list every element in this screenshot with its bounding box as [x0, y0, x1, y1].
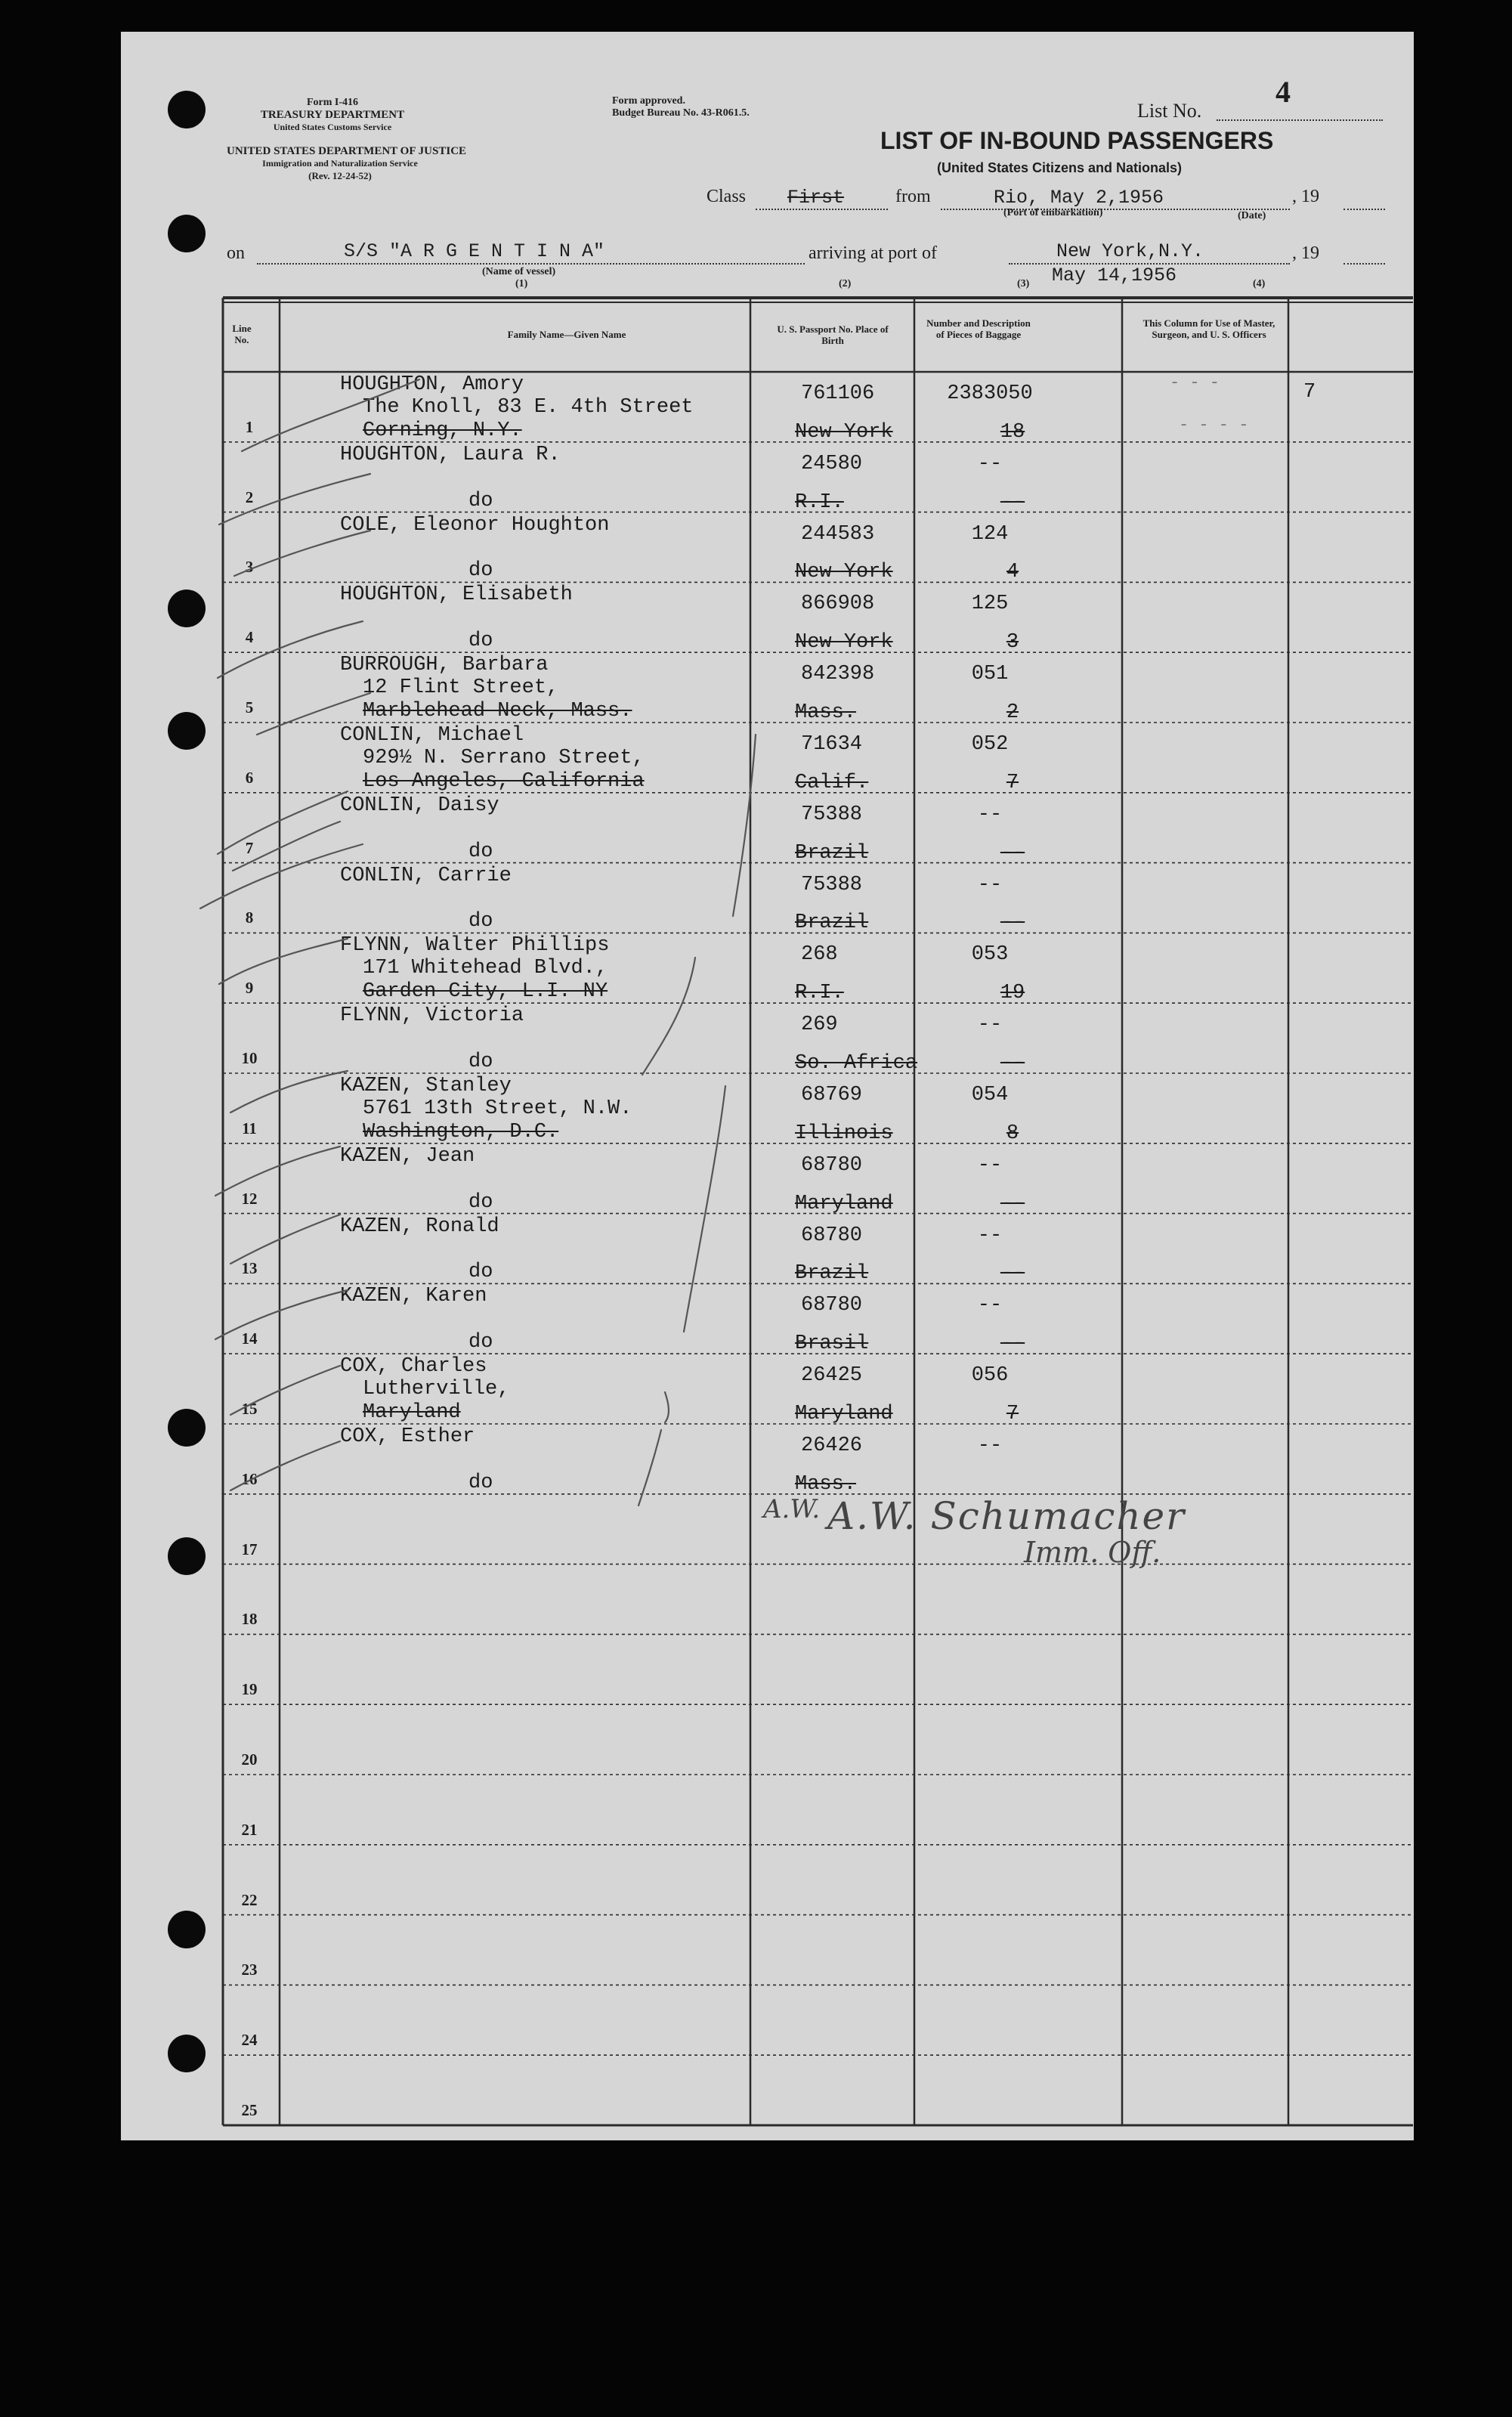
pencil-bracket [665, 1392, 669, 1422]
approval-note: Form approved. [612, 95, 685, 107]
list-no-value: 4 [1275, 75, 1291, 109]
passport-number: 75388 [801, 803, 863, 826]
passenger-name: KAZEN, Ronald [340, 1215, 499, 1238]
form-number: Form I-416 [306, 97, 359, 108]
page-subtitle: (United States Citizens and Nationals) [937, 160, 1183, 175]
passenger-address: 5761 13th Street, N.W. [363, 1097, 632, 1120]
revision: (Rev. 12-24-52) [308, 170, 372, 181]
place-of-birth: New York [795, 561, 893, 584]
signature-name: A.W. Schumacher [827, 1494, 1186, 1538]
baggage-count: 4 [1006, 561, 1019, 584]
passport-number: 761106 [801, 382, 875, 405]
place-of-birth: Maryland [795, 1192, 893, 1215]
date-caption: (Date) [1238, 210, 1266, 221]
baggage-count: 7 [1006, 1403, 1019, 1425]
place-of-birth: Mass. [795, 701, 857, 724]
col-name: Family Name—Given Name [507, 329, 626, 340]
baggage-description: -- [977, 803, 1003, 826]
row-number: 12 [241, 1189, 258, 1208]
baggage-description: 056 [971, 1364, 1009, 1388]
baggage-count: 2 [1006, 701, 1019, 724]
baggage-description: -- [977, 1153, 1003, 1177]
passenger-name: BURROUGH, Barbara [340, 654, 549, 677]
col-baggage: Number and Description of Pieces of Baggage [926, 317, 1031, 340]
passenger-name: KAZEN, Karen [340, 1285, 487, 1308]
row-number: 4 [245, 628, 254, 647]
row-number: 3 [245, 558, 254, 577]
place-of-birth: R.I. [795, 982, 844, 1005]
place-of-birth: R.I. [795, 491, 844, 514]
baggage-count: 19 [1000, 982, 1025, 1005]
check-mark [215, 1290, 348, 1339]
baggage-count: -- [1000, 1262, 1025, 1286]
handwriting-marks [121, 32, 1414, 2140]
check-mark [219, 939, 348, 984]
baggage-description: -- [977, 1434, 1003, 1457]
baggage-count: -- [1000, 841, 1025, 865]
check-mark [218, 791, 348, 854]
from-value: Rio, May 2,1956 [994, 187, 1164, 209]
on-label: on [227, 243, 245, 263]
baggage-count: 8 [1006, 1122, 1019, 1145]
check-mark [200, 844, 363, 908]
place-of-birth: Mass. [795, 1472, 857, 1496]
arrival-date: May 14,1956 [1052, 265, 1177, 286]
pencil-bracket [733, 735, 756, 916]
row-number: 18 [241, 1610, 258, 1629]
row-number: 10 [241, 1049, 258, 1067]
check-mark [230, 1366, 340, 1415]
row-number: 13 [241, 1259, 258, 1278]
baggage-count: -- [1000, 1332, 1025, 1356]
caption-4: (4) [1253, 278, 1266, 289]
passenger-name: HOUGHTON, Laura R. [340, 443, 561, 466]
passport-number: 842398 [801, 663, 875, 686]
passport-number: 68780 [801, 1224, 863, 1247]
baggage-description: -- [977, 452, 1003, 475]
passenger-name: HOUGHTON, Elisabeth [340, 583, 573, 607]
customs-service: United States Customs Service [273, 122, 392, 132]
row-number: 15 [241, 1400, 258, 1418]
baggage-description: -- [977, 1224, 1003, 1247]
col-passport: U. S. Passport No. Place of Birth [777, 323, 889, 346]
row-number: 19 [241, 1680, 258, 1699]
passenger-name: FLYNN, Walter Phillips [340, 934, 610, 958]
baggage-description: 052 [971, 733, 1009, 756]
ditto-mark: do [468, 630, 493, 653]
place-of-birth: Brazil [795, 911, 869, 935]
baggage-count: 7 [1006, 771, 1019, 794]
passport-number: 71634 [801, 733, 863, 756]
class-label: Class [707, 187, 747, 206]
passenger-city: Maryland [363, 1401, 461, 1424]
ditto-mark: do [468, 559, 493, 583]
baggage-description: -- [977, 873, 1003, 896]
row-number: 14 [241, 1329, 258, 1348]
year-label-2: , 19 [1292, 243, 1319, 263]
ditto-mark: do [468, 1051, 493, 1073]
caption-3: (3) [1017, 278, 1030, 289]
passenger-name: CONLIN, Daisy [340, 794, 499, 817]
passenger-name: COLE, Eleonor Houghton [340, 513, 610, 537]
passport-number: 26425 [801, 1364, 863, 1388]
row-number: 1 [245, 417, 254, 436]
justice-dept: UNITED STATES DEPARTMENT OF JUSTICE [227, 145, 467, 157]
row-number: 23 [241, 1961, 258, 1979]
passport-number: 26426 [801, 1434, 863, 1457]
passport-number: 68780 [801, 1294, 863, 1317]
check-mark [233, 822, 340, 871]
passport-number: 24580 [801, 452, 863, 475]
ditto-mark: do [468, 910, 493, 933]
check-mark [219, 474, 370, 525]
passenger-city: Marblehead Neck, Mass. [363, 700, 632, 723]
ditto-mark: do [468, 1471, 493, 1494]
col-line-no: Line No. [232, 323, 252, 345]
ditto-mark: do [468, 1331, 493, 1354]
col-officers: This Column for Use of Master, Surgeon, and U. S. Officers [1143, 317, 1275, 340]
baggage-description: 053 [971, 943, 1009, 967]
passenger-name: CONLIN, Michael [340, 724, 524, 747]
arrival-port: New York,N.Y. [1056, 240, 1204, 262]
place-of-birth: Calif. [795, 771, 869, 794]
row-number: 17 [241, 1540, 258, 1558]
passenger-address: The Knoll, 83 E. 4th Street [363, 396, 694, 419]
vessel-caption: (Name of vessel) [482, 266, 556, 277]
place-of-birth: New York [795, 631, 893, 655]
passenger-name: COX, Esther [340, 1425, 475, 1448]
baggage-description: 124 [971, 522, 1009, 546]
row-number: 8 [245, 908, 254, 927]
bureau-no: Budget Bureau No. 43-R061.5. [612, 107, 750, 119]
passport-number: 269 [801, 1014, 838, 1037]
row-number: 5 [245, 698, 254, 716]
row-number: 24 [241, 2031, 258, 2050]
baggage-description: -- [977, 1014, 1003, 1037]
check-mark [242, 379, 419, 451]
row-number: 6 [245, 768, 254, 787]
place-of-birth: Brasil [795, 1332, 869, 1356]
baggage-count: 3 [1006, 631, 1019, 655]
page-title: LIST OF IN-BOUND PASSENGERS [880, 127, 1274, 154]
from-label: from [895, 187, 931, 206]
passenger-address: 12 Flint Street, [363, 676, 559, 700]
row-number: 25 [241, 2101, 258, 2119]
passenger-city: Corning, N.Y. [363, 419, 522, 442]
passenger-name: HOUGHTON, Amory [340, 373, 524, 396]
passenger-name: KAZEN, Jean [340, 1144, 475, 1168]
place-of-birth: Brazil [795, 841, 869, 865]
row-number: 9 [245, 979, 254, 998]
passenger-city: Los Angeles, California [363, 769, 645, 793]
check-mark [230, 1071, 348, 1113]
pencil-bracket [642, 958, 695, 1075]
officer-scribble: - - - - [1179, 416, 1249, 435]
baggage-description: 054 [971, 1084, 1009, 1106]
caption-1: (1) [515, 278, 528, 289]
class-value: First [787, 187, 845, 209]
row-number: 11 [242, 1119, 257, 1137]
baggage-description: 2383050 [947, 382, 1033, 405]
place-of-birth: Illinois [795, 1122, 893, 1145]
ditto-mark: do [468, 840, 493, 863]
row-number: 7 [245, 838, 254, 857]
year-label-1: , 19 [1292, 187, 1319, 206]
row-number: 16 [241, 1469, 258, 1488]
row-number: 22 [241, 1890, 258, 1909]
passenger-name: FLYNN, Victoria [340, 1004, 524, 1028]
officer-scribble: - - - [1170, 373, 1220, 392]
baggage-description: 051 [971, 663, 1009, 686]
check-mark [234, 531, 370, 576]
row-number: 2 [245, 487, 254, 506]
passport-number: 68769 [801, 1084, 863, 1106]
check-mark [218, 621, 363, 678]
signature-title: Imm. Off. [1024, 1536, 1161, 1569]
baggage-count: -- [1000, 911, 1025, 935]
check-mark [230, 1441, 340, 1490]
passport-number: 866908 [801, 593, 875, 616]
signature-prefix: A.W. [763, 1494, 821, 1524]
passport-number: 68780 [801, 1153, 863, 1177]
baggage-count: 18 [1000, 420, 1025, 444]
ins-service: Immigration and Naturalization Service [262, 158, 418, 169]
passenger-address: 929½ N. Serrano Street, [363, 747, 645, 769]
check-mark [230, 1215, 340, 1264]
passport-number: 244583 [801, 522, 875, 546]
passenger-city: Washington, D.C. [363, 1120, 559, 1144]
caption-2: (2) [839, 278, 852, 289]
officer-mark: 7 [1303, 381, 1316, 404]
pencil-bracket [639, 1430, 661, 1506]
passenger-name: COX, Charles [340, 1355, 487, 1379]
ditto-mark: do [468, 489, 493, 512]
passport-number: 268 [801, 943, 838, 967]
vessel-name: S/S "A R G E N T I N A" [344, 240, 605, 262]
baggage-count: -- [1000, 491, 1025, 514]
list-no-label: List No. [1137, 100, 1202, 122]
place-of-birth: So. Africa [795, 1052, 918, 1075]
ditto-mark: do [468, 1261, 493, 1284]
arriving-label: arriving at port of [809, 243, 937, 263]
ditto-mark: do [468, 1190, 493, 1214]
row-number: 20 [241, 1750, 258, 1769]
passenger-address: Lutherville, [363, 1378, 510, 1401]
baggage-count: -- [1000, 1052, 1025, 1075]
treasury-dept: TREASURY DEPARTMENT [260, 109, 405, 121]
passport-number: 75388 [801, 873, 863, 896]
baggage-count: -- [1000, 1192, 1025, 1215]
baggage-description: 125 [971, 593, 1009, 616]
place-of-birth: New York [795, 420, 893, 444]
pencil-bracket [684, 1086, 725, 1332]
baggage-description: -- [977, 1294, 1003, 1317]
check-mark [257, 693, 370, 735]
passenger-city: Garden City, L.I. NY [363, 980, 608, 1004]
manifest-page [121, 32, 1414, 2140]
place-of-birth: Maryland [795, 1403, 893, 1425]
check-mark [215, 1147, 340, 1196]
passenger-name: KAZEN, Stanley [340, 1075, 512, 1097]
passenger-address: 171 Whitehead Blvd., [363, 957, 608, 980]
row-number: 21 [241, 1820, 258, 1839]
port-caption: (Port of embarkation) [1003, 207, 1103, 218]
passenger-name: CONLIN, Carrie [340, 864, 512, 887]
place-of-birth: Brazil [795, 1262, 869, 1286]
